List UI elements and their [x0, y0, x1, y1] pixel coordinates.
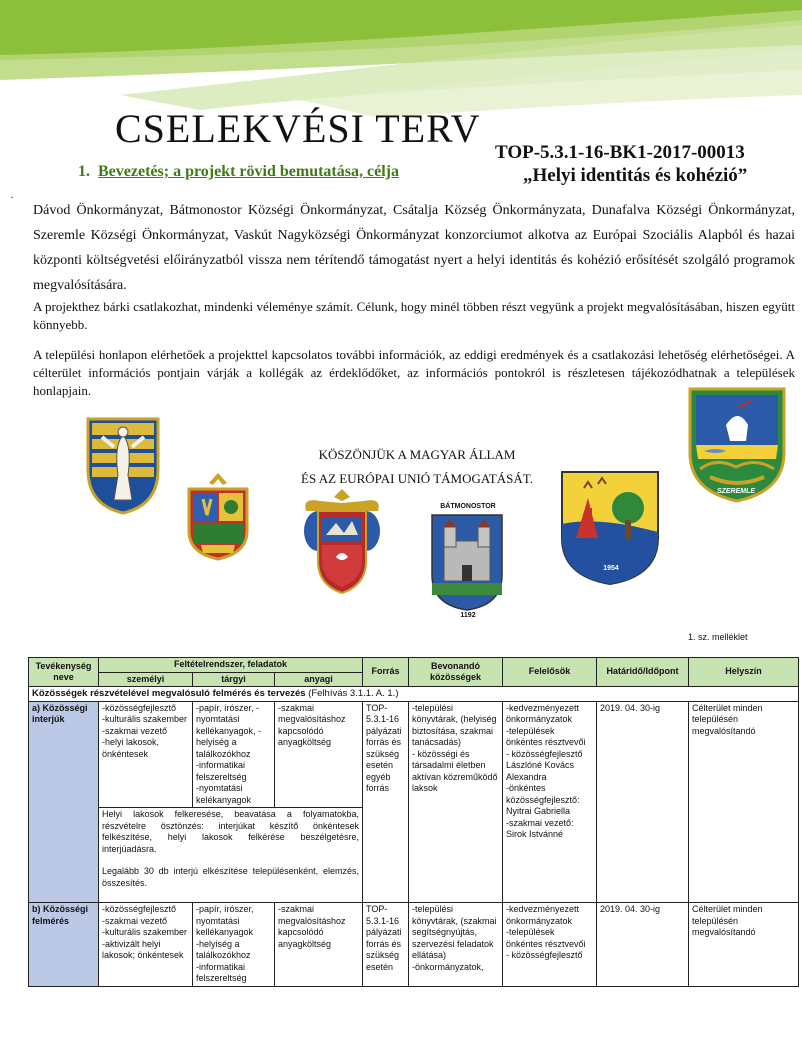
header-personal: személyi — [99, 672, 193, 687]
header-responsible: Felelősök — [503, 658, 597, 687]
row-communities: -települési könyvtárak, (helyiség biztosítása, szakmai tanácsadás) - közösségi és társadalmi életben aktívan közreműködő laksok — [409, 701, 503, 903]
row-financial: -szakmai megvalósításhoz kapcsolódó anyagköltség — [275, 903, 363, 987]
szeremle-crest-icon — [686, 385, 788, 505]
group-cell — [29, 687, 799, 702]
section-title: Bevezetés; a projekt rövid bemutatása, célja — [98, 163, 399, 180]
row-location: Célterület minden településén megvalósítandó — [689, 701, 799, 903]
bullet-marker: · — [10, 190, 14, 204]
annex-label: 1. sz. melléklet — [688, 632, 748, 642]
row-personal: -közösségfejlesztő -kulturális szakember -szakmai vezető -helyi lakosok, önkéntesek — [99, 701, 193, 808]
row-communities: -települési könyvtárak, (szakmai segítségnyújtás, szervezési feladatok ellátása) -önkormányzatok, — [409, 903, 503, 987]
header-source: Forrás — [363, 658, 409, 687]
row-activity: b) Közösségi felmérés — [29, 903, 99, 987]
row-financial: -szakmai megvalósításhoz kapcsolódó anyagköltség — [275, 701, 363, 808]
table-row — [29, 701, 799, 808]
table-header-row — [29, 658, 799, 673]
project-code: TOP-5.3.1-16-BK1-2017-00013 — [495, 142, 745, 163]
thanks-line-2: ÉS AZ EURÓPAI UNIÓ TÁMOGATÁSÁT. — [301, 471, 533, 486]
row-description-2: Legalább 30 db interjú elkészítése településenként, elemzés, összesítés. — [102, 866, 359, 888]
county-crest-icon — [296, 487, 388, 597]
intro-paragraph-1: Dávod Önkormányzat, Bátmonostor Községi Önkormányzat, Csátalja Község Önkormányzata, Dunafalva Községi Önkormányzat, Szeremle Községi Önkormányzat, Vaskút Nagyközségi Önkormányzat konzorciumot alkotva az Európai Szociális Alapból és hazai központi költségvetési előirányzatból vissza nem térítendő támogatást nyert a helyi identitás és kohézió erősítését szolgáló programok megvalósítására. — [33, 203, 795, 293]
row-responsible: -kedvezményezett önkormányzatok -települések önkéntes résztvevői - közösségfejlesztő Lászlóné Kovács Alexandra -önkéntes közösségfejlesztő: Nyitrai Gabriella -szakmai vezető: Sirok Istvánné — [503, 701, 597, 903]
header-location: Helyszín — [689, 658, 799, 687]
page-title: CSELEKVÉSI TERV — [115, 106, 481, 151]
intro-paragraph-2: A projekthez bárki csatlakozhat, mindenki véleménye számít. Célunk, hogy minél többen részt vegyünk a projekt megvalósításában, hiszen együtt könnyebb. — [33, 299, 795, 332]
section-heading — [78, 163, 399, 181]
table-group-row — [29, 687, 799, 702]
thanks-text — [282, 443, 552, 491]
row-deadline: 2019. 04. 30-ig — [597, 903, 689, 987]
row-deadline: 2019. 04. 30-ig — [597, 701, 689, 903]
row-material: -papír, írószer, nyomtatási kellékanyagok -helyiség a találkozókhoz -informatikai felszereltség — [193, 903, 275, 987]
vaskut-crest-icon — [84, 415, 162, 515]
header-financial: anyagi — [275, 672, 363, 687]
header-material: tárgyi — [193, 672, 275, 687]
row-material: -papír, írószer, -nyomtatási kellékanyagok, -helyiség a találkozókhoz -informatikai felszereltség -nyomtatási kelékanyagok — [193, 701, 275, 808]
group-title: Közösségek részvételével megvalósuló felmérés és tervezés — [32, 688, 306, 699]
row-responsible: -kedvezményezett önkormányzatok -települések önkéntes résztvevői - közösségfejlesztő — [503, 903, 597, 987]
row-description-cell — [99, 808, 363, 903]
header-activity: Tevékenység neve — [29, 658, 99, 687]
section-number: 1. — [78, 163, 90, 180]
csatalja-crest-icon — [183, 471, 253, 561]
batmonostor-year: 1192 — [460, 612, 476, 619]
header-conditions: Feltételrendszer, feladatok — [99, 658, 363, 673]
intro-paragraph-3: A települési honlapon elérhetőek a projekttel kapcsolatos további információk, az eddigi eredmények és a csatlakozási lehetőség elérhetőségei. A célterület információs pontjain várják a kollégák az érdeklődőket, az információs pontokról is részletesen tájékozódhatnak a települések honlapjain. — [33, 347, 795, 398]
group-ref: (Felhívás 3.1.1. A. 1.) — [308, 688, 399, 699]
batmonostor-label: BÁTMONOSTOR — [440, 503, 496, 510]
thanks-line-1: KÖSZÖNJÜK A MAGYAR ÁLLAM — [318, 447, 516, 462]
batmonostor-crest-icon — [430, 513, 504, 611]
project-name: „Helyi identitás és kohézió” — [523, 165, 748, 186]
header-deadline: Határidő/Időpont — [597, 658, 689, 687]
row-description: Helyi lakosok felkeresése, beavatása a folyamatokba, részvételre ösztönzés: interjúkat készítő önkéntesek felkészítése, helyi lakosok felkérése beszélgetésre, interjúadásra. — [102, 809, 359, 854]
row-activity: a) Közösségi interjúk — [29, 701, 99, 903]
table-row — [29, 903, 799, 987]
row-personal: -közösségfejlesztő -szakmai vezető -kulturális szakember -aktivizált helyi lakosok; önkéntesek — [99, 903, 193, 987]
szeremle-label: SZEREMLE — [716, 488, 756, 495]
row-source: TOP-5.3.1-16 pályázati forrás és szükség esetén egyéb forrás — [363, 701, 409, 903]
header-communities: Bevonandó közösségek — [409, 658, 503, 687]
row-source: TOP-5.3.1-16 pályázati forrás és szükség esetén — [363, 903, 409, 987]
dunafalva-year: 1954 — [603, 565, 619, 572]
action-plan-table — [28, 657, 799, 987]
row-location: Célterület minden településén megvalósítandó — [689, 903, 799, 987]
